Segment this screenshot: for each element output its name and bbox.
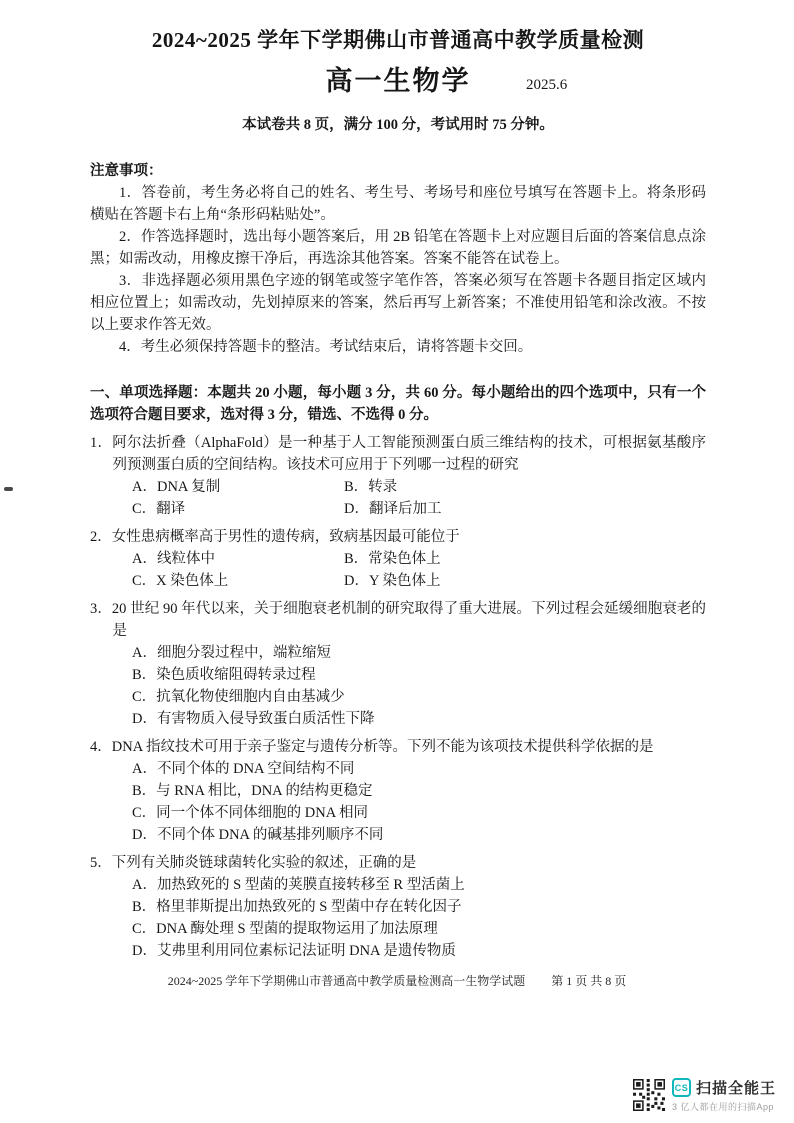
- option-c: C．抗氧化物使细胞内自由基减少: [132, 689, 345, 705]
- notice-item: 4．考生必须保持答题卡的整洁。考试结束后，请将答题卡交回。: [119, 339, 533, 355]
- option-c: C．X 染色体上: [132, 573, 229, 589]
- scan-artifact: [4, 487, 13, 491]
- option-c: C．DNA 酶处理 S 型菌的提取物运用了加法原理: [132, 921, 438, 937]
- question-stem: 4．DNA 指纹技术可用于亲子鉴定与遗传分析等。下列不能为该项技术提供科学依据的是: [90, 739, 654, 755]
- page-title: 2024~2025 学年下学期佛山市普通高中教学质量检测: [151, 28, 645, 52]
- scanner-brand-column: [672, 1077, 776, 1113]
- question-options: [132, 758, 706, 846]
- option-d: D．翻译后加工: [344, 501, 442, 517]
- option-b: B．格里菲斯提出加热致死的 S 型菌中存在转化因子: [132, 899, 462, 915]
- question-stem: 1．阿尔法折叠（AlphaFold）是一种基于人工智能预测蛋白质三维结构的技术，可根据氨基酸序列预测蛋白质的空间结构。该技术可应用于下列哪一过程的研究: [90, 435, 706, 473]
- question-1: [90, 432, 706, 520]
- question-options: [132, 476, 706, 520]
- option-d: D．有害物质入侵导致蛋白质活性下降: [132, 711, 375, 727]
- camscanner-logo-icon: CS: [672, 1078, 691, 1097]
- option-a: A．不同个体的 DNA 空间结构不同: [132, 761, 355, 777]
- notice-section: [90, 160, 706, 358]
- notice-heading: 注意事项：: [90, 163, 163, 179]
- option-a: A．加热致死的 S 型菌的荚膜直接转移至 R 型活菌上: [132, 877, 465, 893]
- option-a: A．线粒体中: [132, 551, 215, 567]
- question-4: [90, 736, 706, 846]
- question-3: [90, 598, 706, 730]
- option-c: C．同一个体不同体细胞的 DNA 相同: [132, 805, 369, 821]
- question-5: [90, 852, 706, 962]
- question-stem: 3．20 世纪 90 年代以来，关于细胞衰老机制的研究取得了重大进展。下列过程会延缓细胞衰老的是: [90, 601, 706, 639]
- subject-row: [90, 64, 706, 100]
- option-d: D．艾弗里利用同位素标记法证明 DNA 是遗传物质: [132, 943, 456, 959]
- notice-item: 2．作答选择题时，选出每小题答案后，用 2B 铅笔在答题卡上对应题目后面的答案信息点涂黑；如需改动，用橡皮擦干净后，再选涂其他答案。答案不能答在试卷上。: [90, 229, 706, 267]
- option-c: C．翻译: [132, 501, 186, 517]
- subject-title: 高一生物学: [325, 66, 471, 96]
- notice-item: 3．非选择题必须用黑色字迹的钢笔或签字笔作答，答案必须写在答题卡各题目指定区域内相应位置上；如需改动，先划掉原来的答案，然后再写上新答案；不准使用铅笔和涂改液。不按以上要求作答无效。: [90, 273, 706, 333]
- notice-item: 1．答卷前，考生务必将自己的姓名、考生号、考场号和座位号填写在答题卡上。将条形码横贴在答题卡右上角“条形码粘贴处”。: [90, 185, 706, 223]
- question-stem: 2．女性患病概率高于男性的遗传病，致病基因最可能位于: [90, 529, 460, 545]
- question-options: [132, 548, 706, 592]
- question-2: [90, 526, 706, 592]
- footer-title: 2024~2025 学年下学期佛山市普通高中教学质量检测高一生物学试题: [167, 974, 526, 988]
- exam-info: 本试卷共 8 页，满分 100 分，考试用时 75 分钟。: [242, 117, 554, 133]
- footer-page-info: 第 1 页 共 8 页: [551, 974, 627, 988]
- question-options: [132, 874, 706, 962]
- option-a: A．细胞分裂过程中，端粒缩短: [132, 645, 331, 661]
- option-b: B．染色质收缩阻碍转录过程: [132, 667, 316, 683]
- section-one-heading: 一、单项选择题：本题共 20 小题，每小题 3 分，共 60 分。每小题给出的四个选项中，只有一个选项符合题目要求，选对得 3 分，错选、不选得 0 分。: [90, 385, 706, 423]
- question-options: [132, 642, 706, 730]
- exam-date: 2025.6: [526, 77, 568, 93]
- scanner-app-name: 扫描全能王: [695, 1080, 776, 1097]
- option-a: A．DNA 复制: [132, 479, 221, 495]
- scanner-tagline: 3 亿人都在用的扫描App: [671, 1102, 775, 1112]
- option-b: B．常染色体上: [344, 551, 441, 567]
- scanner-brand-row: [672, 1077, 776, 1098]
- option-d: D．不同个体 DNA 的碱基排列顺序不同: [132, 827, 384, 843]
- scanner-watermark: [633, 1077, 776, 1113]
- option-b: B．转录: [344, 479, 398, 495]
- page-footer: [0, 972, 794, 989]
- option-b: B．与 RNA 相比，DNA 的结构更稳定: [132, 783, 373, 799]
- question-stem: 5．下列有关肺炎链球菌转化实验的叙述，正确的是: [90, 855, 417, 871]
- qr-code-icon: [633, 1079, 665, 1111]
- option-d: D．Y 染色体上: [344, 573, 441, 589]
